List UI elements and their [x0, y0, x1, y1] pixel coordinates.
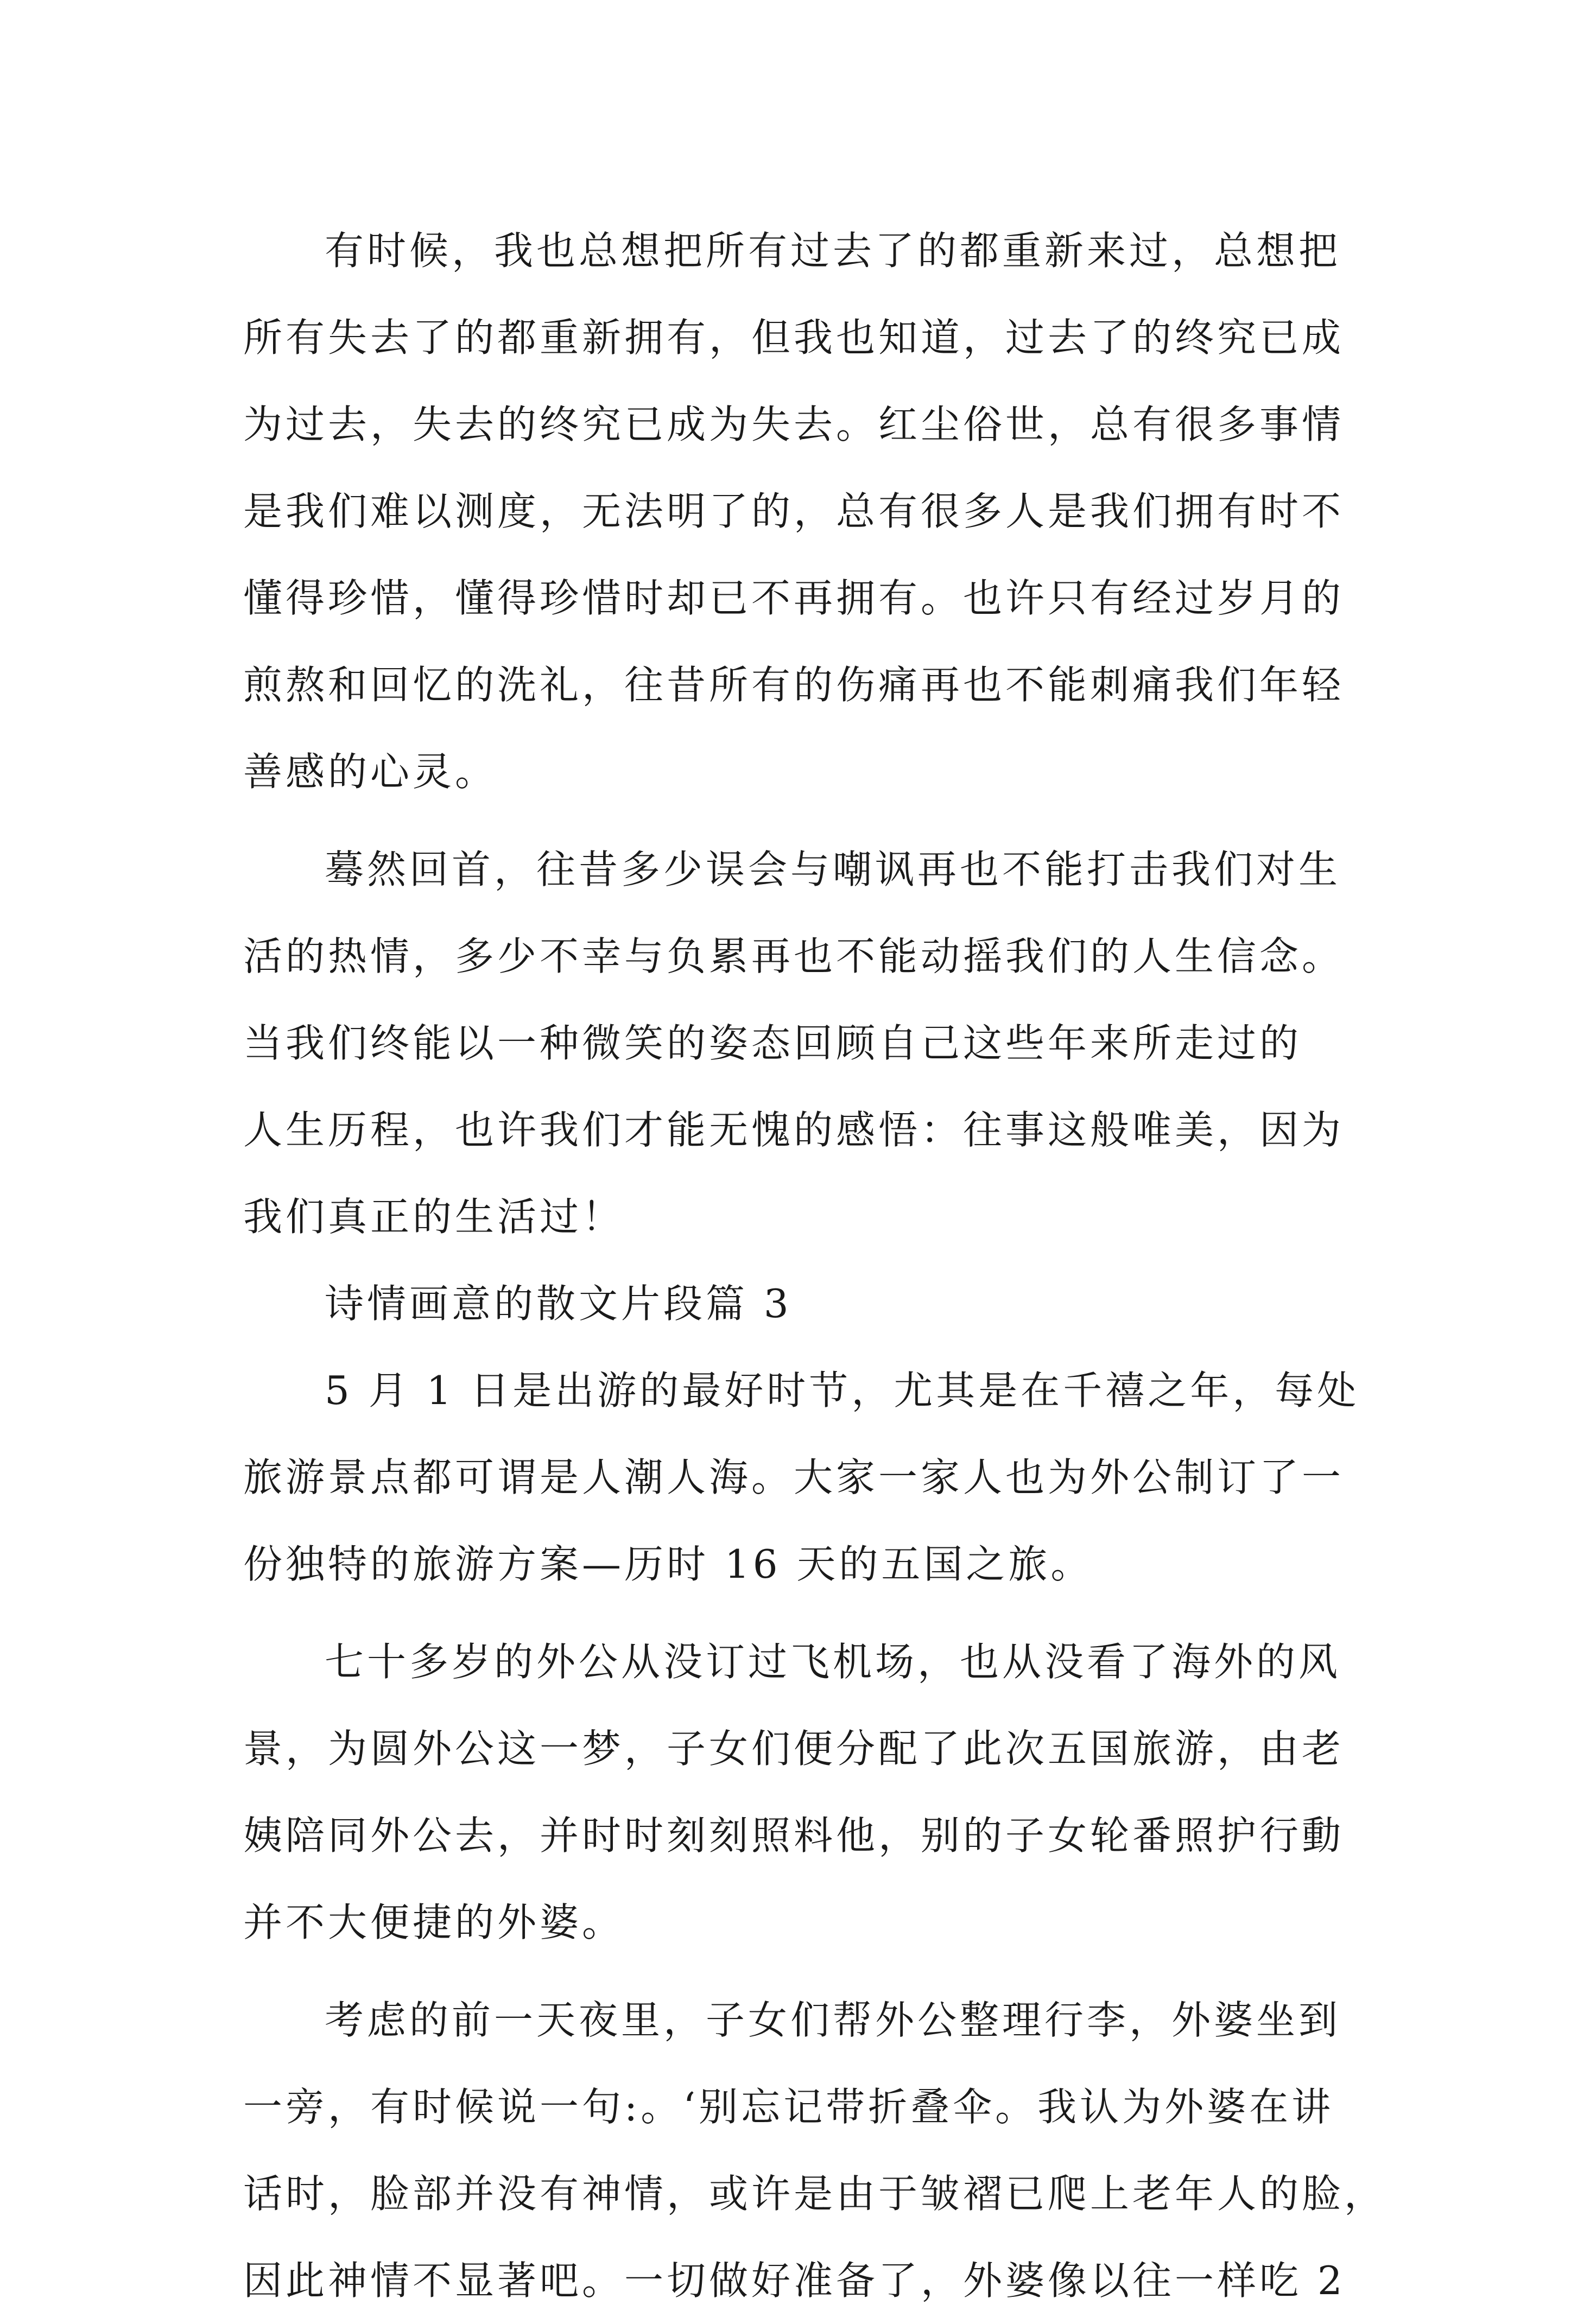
paragraph-2	[243, 826, 1345, 1260]
text-line: 懂得珍惜，懂得珍惜时却已不再拥有。也许只有经过岁月的	[243, 575, 1345, 621]
text-line: 活的热情，多少不幸与负累再也不能动摇我们的人生信念。	[243, 934, 1345, 979]
paragraph-3	[243, 1347, 1360, 1608]
text-line: 当我们终能以一种微笑的姿态回顾自己这些年来所走过的	[243, 1020, 1302, 1066]
text-line: 蓦然回首，往昔多少误会与嘲讽再也不能打击我们对生	[325, 847, 1341, 892]
paragraph-4	[243, 1618, 1345, 1966]
text-line: 七十多岁的外公从没订过飞机场，也从没看了海外的风	[325, 1639, 1341, 1685]
text-line: 5 月 1 日是出游的最好时节，尤其是在千禧之年，每处	[325, 1368, 1360, 1413]
text-line: 份独特的旅游方案—历时 16 天的五国之旅。	[243, 1541, 1093, 1587]
text-line: 姨陪同外公去，并时时刻刻照料他，别的子女轮番照护行動	[243, 1813, 1345, 1858]
text-line: 人生历程，也许我们才能无愧的感悟：往事这般唯美，因为	[243, 1107, 1345, 1153]
text-line: 所有失去了的都重新拥有，但我也知道，过去了的终究已成	[243, 315, 1345, 360]
text-line: 善感的心灵。	[243, 749, 498, 795]
text-line: 因此神情不显著吧。一切做好准备了，外婆像以往一样吃 2	[243, 2258, 1346, 2303]
text-line: 煎熬和回忆的洗礼，往昔所有的伤痛再也不能刺痛我们年轻	[243, 662, 1345, 708]
text-line: 考虑的前一天夜里，子女们帮外公整理行李，外婆坐到	[325, 1997, 1341, 2043]
text-line: 景，为圆外公这一梦，子女们便分配了此次五国旅游，由老	[243, 1726, 1345, 1771]
text-line: 旅游景点都可谓是人潮人海。大家一家人也为外公制订了一	[243, 1455, 1345, 1500]
document-body	[243, 207, 1387, 2324]
text-line: 并不大便捷的外婆。	[243, 1900, 625, 1945]
section-title: 诗情画意的散文片段篇 3	[325, 1281, 792, 1326]
section-heading	[243, 1260, 1329, 1347]
text-line: 有时候，我也总想把所有过去了的都重新来过，总想把	[325, 228, 1341, 274]
text-line: 是我们难以测度，无法明了的，总有很多人是我们拥有时不	[243, 488, 1345, 534]
text-line: 一旁，有时候说一句:。‘别忘记带折叠伞。我认为外婆在讲	[243, 2084, 1334, 2130]
paragraph-5	[243, 1977, 1387, 2324]
paragraph-1	[243, 207, 1345, 815]
text-line: 为过去，失去的终究已成为失去。红尘俗世，总有很多事情	[243, 402, 1345, 447]
text-line: 话时，脸部并没有神情，或许是由于皱褶已爬上老年人的脸，	[243, 2171, 1387, 2217]
text-line: 我们真正的生活过！	[243, 1194, 625, 1240]
